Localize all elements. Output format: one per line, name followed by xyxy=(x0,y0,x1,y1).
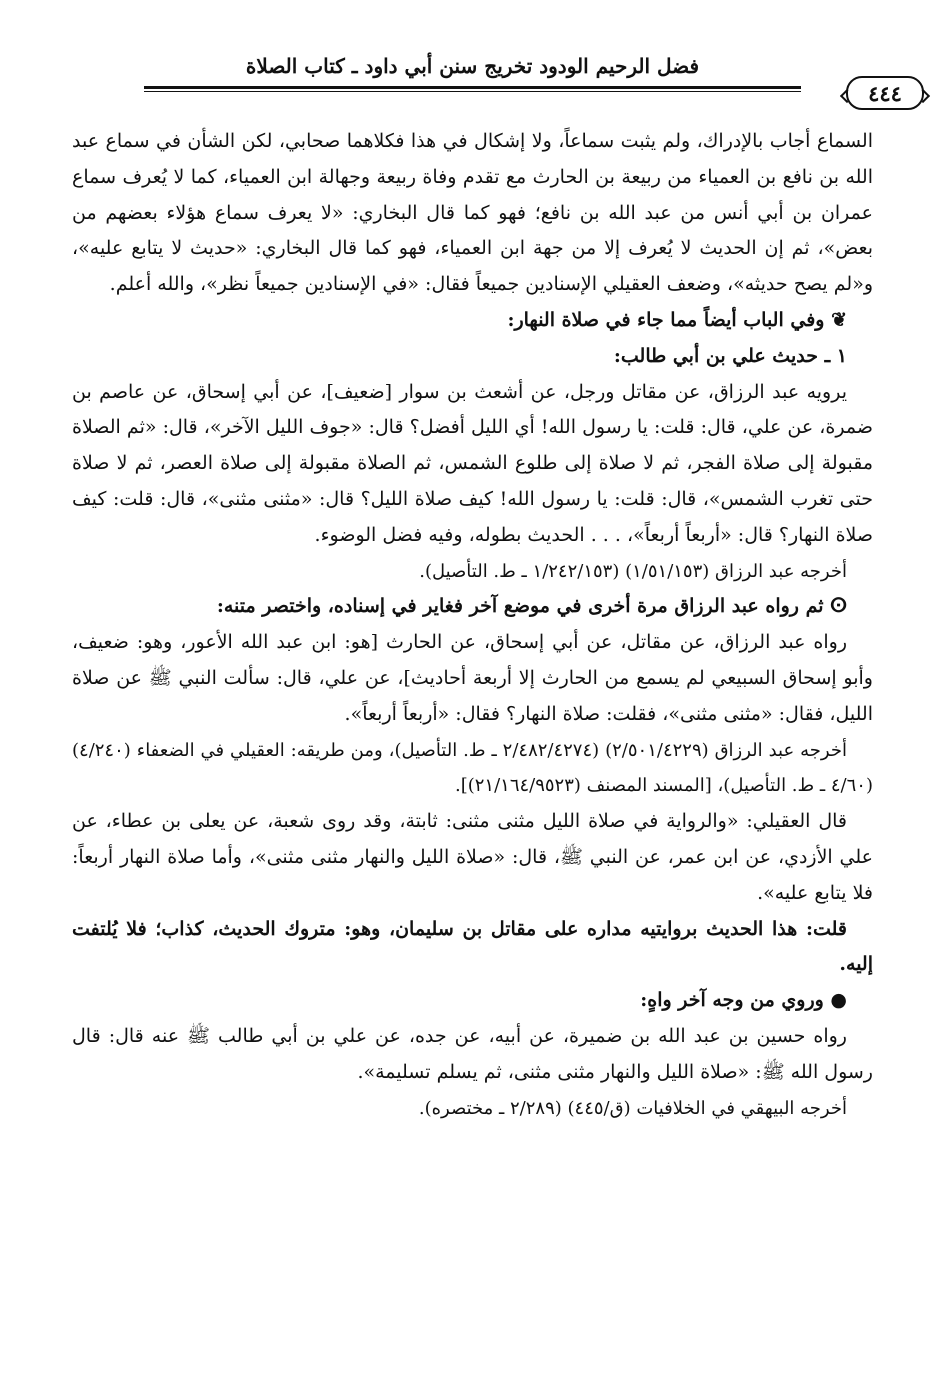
takhrij-reference: أخرجه عبد الرزاق (٢/٥٠١/٤٢٢٩) (٢/٤٨٢/٤٢٧٤ ـ ط. التأصيل)، ومن طريقه: العقيلي في الضعفاء (٤/٢٤٠) (٤/٦٠ ـ ط. التأصيل)، [المسند المصنف (٢١/١٦٤/٩٥٢٣)]. xyxy=(72,739,873,797)
section-heading: ❦ وفي الباب أيضاً مما جاء في صلاة النهار: xyxy=(507,308,847,331)
hadith-heading: ١ ـ حديث علي بن أبي طالب: xyxy=(613,344,847,367)
header-rule-thick xyxy=(144,86,801,89)
third-route-narration: رواه حسين بن عبد الله بن ضميرة، عن أبيه، عن جده، عن علي بن أبي طالب ﷺ عنه قال: قال رسول الله ﷺ: «صلاة الليل والنهار مثنى مثنى، ثم يسلم تسليمة». xyxy=(72,1024,873,1083)
takhrij-reference: أخرجه البيهقي في الخلافيات (ق/٤٤٥) (٢/٢٨٩ ـ مختصره). xyxy=(418,1097,847,1119)
uqayli-quote: قال العقيلي: «والرواية في صلاة الليل مثنى مثنى: ثابتة، وقد روى شعبة، عن يعلى بن عطاء، عن علي الأزدي، عن ابن عمر، عن النبي ﷺ، قال: «صلاة الليل والنهار مثنى مثنى»، وأما صلاة النهار أربعاً: فلا يتابع عليه». xyxy=(72,810,873,904)
second-route-narration: رواه عبد الرزاق، عن مقاتل، عن أبي إسحاق، عن الحارث [هو: ابن عبد الله الأعور، وهو: ضعيف، وأبو إسحاق السبيعي لم يسمع من الحارث إلا أربعة أحاديث]، عن علي، قال: سألت النبي ﷺ عن صلاة الليل، فقال: «مثنى مثنى»، فقلت: صلاة النهار؟ فقال: «أربعاً أربعاً». xyxy=(72,631,873,725)
running-title: فضل الرحيم الودود تخريج سنن أبي داود ـ كتاب الصلاة xyxy=(245,54,700,78)
page-number-ornament xyxy=(846,76,924,110)
takhrij-reference: أخرجه عبد الرزاق (١/٥١/١٥٣) (١/٢٤٢/١٥٣ ـ ط. التأصيل). xyxy=(419,560,847,582)
page-body xyxy=(72,124,873,1126)
header-rule-thin xyxy=(144,91,801,92)
paragraph-continuation: السماع أجاب بالإدراك، ولم يثبت سماعاً، ولا إشكال في هذا فكلاهما صحابي، لكن الشأن في سماع عبد الله بن نافع بن العمياء من ربيعة بن الحارث مع تقدم وفاة ربيعة وجهالة ابن العمياء، كما لا يُعرف سماع عمران بن أبي أنس من عبد الله بن نافع؛ فهو كما قال البخاري: «لا يعرف سماع هؤلاء بعضهم من بعض»، ثم إن الحديث لا يُعرف إلا من جهة ابن العمياء، فهو كما قال البخاري: «حديث لا يتابع عليه»، و«لم يصح حديثه»، وضعف العقيلي الإسنادين جميعاً فقال: «في الإسنادين جميعاً نظر»، والله أعلم. xyxy=(72,130,873,296)
page-header xyxy=(72,0,902,120)
second-route-heading: ⵙ ثم رواه عبد الرزاق مرة أخرى في موضع آخر فغاير في إسناده، واختصر متنه: xyxy=(216,595,847,618)
author-comment: قلت: هذا الحديث بروايتيه مداره على مقاتل بن سليمان، وهو: متروك الحديث، كذاب؛ فلا يُلتفت إليه. xyxy=(72,917,873,976)
third-route-heading: ● وروي من وجه آخر واهٍ: xyxy=(640,989,847,1012)
page-number: ٤٤٤ xyxy=(868,80,902,106)
hadith-narration: يرويه عبد الرزاق، عن مقاتل ورجل، عن أشعث بن سوار [ضعيف]، عن أبي إسحاق، عن عاصم بن ضمرة، عن علي، قال: قلت: يا رسول الله! أي الليل أفضل؟ قال: «جوف الليل الآخر»، قال: «ثم الصلاة مقبولة إلى صلاة الفجر، ثم لا صلاة إلى طلوع الشمس، ثم الصلاة مقبولة إلى صلاة العصر، ثم لا صلاة حتى تغرب الشمس»، قال: قلت: يا رسول الله! كيف صلاة الليل؟ قال: «مثنى مثنى»، قال: قلت: كيف صلاة النهار؟ قال: «أربعاً أربعاً»، . . . الحديث بطوله، وفيه فضل الوضوء. xyxy=(72,380,873,546)
